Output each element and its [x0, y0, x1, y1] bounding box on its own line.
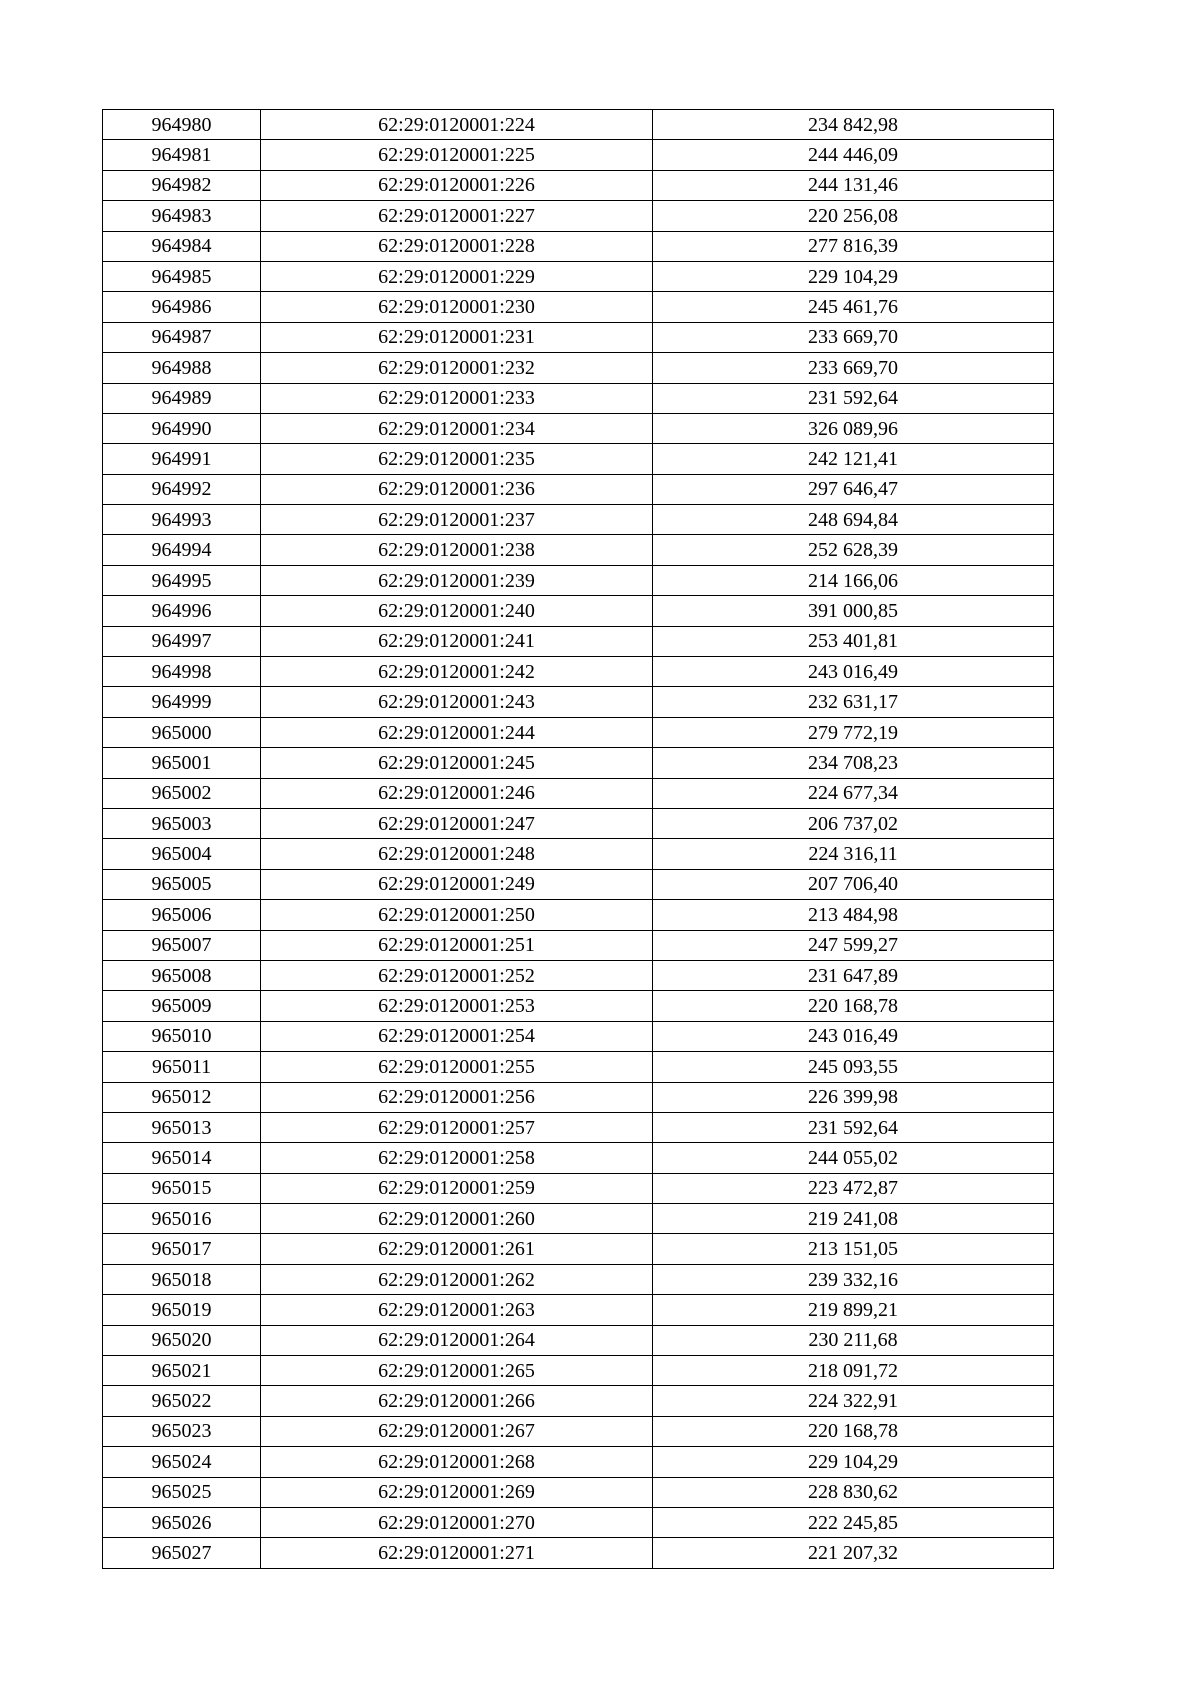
row-number-cell: 964990	[103, 413, 261, 443]
cadastral-number-cell: 62:29:0120001:244	[261, 717, 653, 747]
cadastral-number-cell: 62:29:0120001:260	[261, 1204, 653, 1234]
table-row	[103, 1052, 1054, 1082]
cadastral-number-cell: 62:29:0120001:269	[261, 1477, 653, 1507]
cadastral-value-cell: 277 816,39	[653, 231, 1054, 261]
table-row	[103, 687, 1054, 717]
cadastral-number-cell: 62:29:0120001:240	[261, 596, 653, 626]
cadastral-number-cell: 62:29:0120001:257	[261, 1112, 653, 1142]
cadastral-value-cell: 234 708,23	[653, 748, 1054, 778]
cadastral-number-cell: 62:29:0120001:271	[261, 1538, 653, 1568]
cadastral-value-cell: 229 104,29	[653, 261, 1054, 291]
cadastral-value-cell: 224 316,11	[653, 839, 1054, 869]
cadastral-value-cell: 220 168,78	[653, 1416, 1054, 1446]
cadastral-value-cell: 242 121,41	[653, 444, 1054, 474]
cadastral-number-cell: 62:29:0120001:259	[261, 1173, 653, 1203]
cadastral-number-cell: 62:29:0120001:236	[261, 474, 653, 504]
row-number-cell: 965021	[103, 1356, 261, 1386]
table-row	[103, 383, 1054, 413]
table-row	[103, 322, 1054, 352]
cadastral-value-cell: 230 211,68	[653, 1325, 1054, 1355]
table-row	[103, 1477, 1054, 1507]
cadastral-number-cell: 62:29:0120001:267	[261, 1416, 653, 1446]
cadastral-value-cell: 220 168,78	[653, 991, 1054, 1021]
table-row	[103, 1173, 1054, 1203]
cadastral-number-cell: 62:29:0120001:226	[261, 170, 653, 200]
row-number-cell: 964984	[103, 231, 261, 261]
row-number-cell: 965002	[103, 778, 261, 808]
table-row	[103, 808, 1054, 838]
cadastral-number-cell: 62:29:0120001:265	[261, 1356, 653, 1386]
cadastral-value-cell: 224 322,91	[653, 1386, 1054, 1416]
cadastral-value-cell: 207 706,40	[653, 869, 1054, 899]
cadastral-value-cell: 247 599,27	[653, 930, 1054, 960]
table-row	[103, 292, 1054, 322]
row-number-cell: 964989	[103, 383, 261, 413]
cadastral-number-cell: 62:29:0120001:258	[261, 1143, 653, 1173]
table-row	[103, 1447, 1054, 1477]
table-row	[103, 626, 1054, 656]
cadastral-number-cell: 62:29:0120001:231	[261, 322, 653, 352]
cadastral-value-cell: 219 899,21	[653, 1295, 1054, 1325]
cadastral-value-cell: 244 131,46	[653, 170, 1054, 200]
cadastral-value-cell: 253 401,81	[653, 626, 1054, 656]
cadastral-value-cell: 221 207,32	[653, 1538, 1054, 1568]
cadastral-number-cell: 62:29:0120001:238	[261, 535, 653, 565]
row-number-cell: 964998	[103, 657, 261, 687]
table-row	[103, 535, 1054, 565]
table-row	[103, 1386, 1054, 1416]
row-number-cell: 964986	[103, 292, 261, 322]
table-row	[103, 1295, 1054, 1325]
row-number-cell: 964980	[103, 110, 261, 140]
table-body	[103, 110, 1054, 1569]
cadastral-value-cell: 229 104,29	[653, 1447, 1054, 1477]
table-row	[103, 991, 1054, 1021]
row-number-cell: 965001	[103, 748, 261, 778]
table-row	[103, 1325, 1054, 1355]
cadastral-value-cell: 326 089,96	[653, 413, 1054, 443]
row-number-cell: 965000	[103, 717, 261, 747]
row-number-cell: 965011	[103, 1052, 261, 1082]
cadastral-number-cell: 62:29:0120001:239	[261, 565, 653, 595]
table-row	[103, 110, 1054, 140]
cadastral-value-cell: 244 446,09	[653, 140, 1054, 170]
row-number-cell: 965016	[103, 1204, 261, 1234]
cadastral-number-cell: 62:29:0120001:252	[261, 960, 653, 990]
cadastral-number-cell: 62:29:0120001:254	[261, 1021, 653, 1051]
row-number-cell: 964985	[103, 261, 261, 291]
cadastral-number-cell: 62:29:0120001:264	[261, 1325, 653, 1355]
table-row	[103, 474, 1054, 504]
row-number-cell: 965020	[103, 1325, 261, 1355]
cadastral-value-cell: 297 646,47	[653, 474, 1054, 504]
cadastral-number-cell: 62:29:0120001:256	[261, 1082, 653, 1112]
row-number-cell: 965027	[103, 1538, 261, 1568]
cadastral-number-cell: 62:29:0120001:230	[261, 292, 653, 322]
row-number-cell: 964994	[103, 535, 261, 565]
table-row	[103, 413, 1054, 443]
table-row	[103, 596, 1054, 626]
row-number-cell: 965024	[103, 1447, 261, 1477]
table-row	[103, 960, 1054, 990]
row-number-cell: 965004	[103, 839, 261, 869]
cadastral-value-cell: 248 694,84	[653, 505, 1054, 535]
cadastral-value-cell: 279 772,19	[653, 717, 1054, 747]
cadastral-value-table	[102, 109, 1054, 1569]
row-number-cell: 964993	[103, 505, 261, 535]
cadastral-value-cell: 213 151,05	[653, 1234, 1054, 1264]
table-row	[103, 748, 1054, 778]
row-number-cell: 965015	[103, 1173, 261, 1203]
row-number-cell: 964981	[103, 140, 261, 170]
table-row	[103, 657, 1054, 687]
cadastral-value-cell: 245 093,55	[653, 1052, 1054, 1082]
cadastral-number-cell: 62:29:0120001:262	[261, 1264, 653, 1294]
table-row	[103, 1204, 1054, 1234]
cadastral-value-cell: 233 669,70	[653, 353, 1054, 383]
cadastral-value-cell: 220 256,08	[653, 201, 1054, 231]
cadastral-number-cell: 62:29:0120001:227	[261, 201, 653, 231]
row-number-cell: 965006	[103, 900, 261, 930]
row-number-cell: 964982	[103, 170, 261, 200]
row-number-cell: 964991	[103, 444, 261, 474]
cadastral-number-cell: 62:29:0120001:246	[261, 778, 653, 808]
row-number-cell: 965009	[103, 991, 261, 1021]
cadastral-value-cell: 224 677,34	[653, 778, 1054, 808]
table-row	[103, 1143, 1054, 1173]
row-number-cell: 965025	[103, 1477, 261, 1507]
cadastral-value-cell: 206 737,02	[653, 808, 1054, 838]
table-row	[103, 1112, 1054, 1142]
row-number-cell: 965013	[103, 1112, 261, 1142]
cadastral-number-cell: 62:29:0120001:250	[261, 900, 653, 930]
row-number-cell: 964992	[103, 474, 261, 504]
cadastral-number-cell: 62:29:0120001:241	[261, 626, 653, 656]
cadastral-value-cell: 231 592,64	[653, 383, 1054, 413]
table-row	[103, 353, 1054, 383]
cadastral-value-cell: 239 332,16	[653, 1264, 1054, 1294]
table-row	[103, 1538, 1054, 1568]
row-number-cell: 965012	[103, 1082, 261, 1112]
row-number-cell: 965026	[103, 1507, 261, 1537]
cadastral-number-cell: 62:29:0120001:237	[261, 505, 653, 535]
cadastral-number-cell: 62:29:0120001:247	[261, 808, 653, 838]
cadastral-number-cell: 62:29:0120001:251	[261, 930, 653, 960]
cadastral-number-cell: 62:29:0120001:270	[261, 1507, 653, 1537]
table-row	[103, 261, 1054, 291]
cadastral-number-cell: 62:29:0120001:253	[261, 991, 653, 1021]
row-number-cell: 964996	[103, 596, 261, 626]
table-row	[103, 1021, 1054, 1051]
table-row	[103, 201, 1054, 231]
cadastral-number-cell: 62:29:0120001:249	[261, 869, 653, 899]
cadastral-value-cell: 213 484,98	[653, 900, 1054, 930]
cadastral-value-cell: 244 055,02	[653, 1143, 1054, 1173]
cadastral-number-cell: 62:29:0120001:228	[261, 231, 653, 261]
cadastral-number-cell: 62:29:0120001:232	[261, 353, 653, 383]
table-row	[103, 1234, 1054, 1264]
row-number-cell: 965003	[103, 808, 261, 838]
row-number-cell: 965019	[103, 1295, 261, 1325]
table-row	[103, 1082, 1054, 1112]
row-number-cell: 964987	[103, 322, 261, 352]
table-row	[103, 1416, 1054, 1446]
cadastral-number-cell: 62:29:0120001:243	[261, 687, 653, 717]
cadastral-number-cell: 62:29:0120001:248	[261, 839, 653, 869]
cadastral-number-cell: 62:29:0120001:229	[261, 261, 653, 291]
cadastral-value-cell: 234 842,98	[653, 110, 1054, 140]
table-row	[103, 231, 1054, 261]
cadastral-value-cell: 245 461,76	[653, 292, 1054, 322]
table-row	[103, 1356, 1054, 1386]
row-number-cell: 965023	[103, 1416, 261, 1446]
cadastral-value-cell: 233 669,70	[653, 322, 1054, 352]
table-row	[103, 717, 1054, 747]
table-row	[103, 869, 1054, 899]
cadastral-value-cell: 232 631,17	[653, 687, 1054, 717]
table-row	[103, 839, 1054, 869]
table-row	[103, 1507, 1054, 1537]
table-row	[103, 140, 1054, 170]
cadastral-number-cell: 62:29:0120001:245	[261, 748, 653, 778]
row-number-cell: 965014	[103, 1143, 261, 1173]
cadastral-number-cell: 62:29:0120001:225	[261, 140, 653, 170]
row-number-cell: 965010	[103, 1021, 261, 1051]
table-row	[103, 505, 1054, 535]
cadastral-number-cell: 62:29:0120001:263	[261, 1295, 653, 1325]
cadastral-value-cell: 391 000,85	[653, 596, 1054, 626]
table-row	[103, 1264, 1054, 1294]
cadastral-number-cell: 62:29:0120001:255	[261, 1052, 653, 1082]
row-number-cell: 964988	[103, 353, 261, 383]
cadastral-value-cell: 243 016,49	[653, 1021, 1054, 1051]
cadastral-number-cell: 62:29:0120001:268	[261, 1447, 653, 1477]
row-number-cell: 965008	[103, 960, 261, 990]
table-row	[103, 778, 1054, 808]
row-number-cell: 964999	[103, 687, 261, 717]
cadastral-value-cell: 243 016,49	[653, 657, 1054, 687]
cadastral-number-cell: 62:29:0120001:224	[261, 110, 653, 140]
row-number-cell: 965017	[103, 1234, 261, 1264]
cadastral-value-cell: 223 472,87	[653, 1173, 1054, 1203]
cadastral-value-cell: 231 592,64	[653, 1112, 1054, 1142]
cadastral-value-cell: 219 241,08	[653, 1204, 1054, 1234]
cadastral-value-cell: 231 647,89	[653, 960, 1054, 990]
cadastral-value-cell: 226 399,98	[653, 1082, 1054, 1112]
cadastral-number-cell: 62:29:0120001:235	[261, 444, 653, 474]
row-number-cell: 964983	[103, 201, 261, 231]
row-number-cell: 965022	[103, 1386, 261, 1416]
table-row	[103, 930, 1054, 960]
cadastral-value-cell: 214 166,06	[653, 565, 1054, 595]
cadastral-value-cell: 228 830,62	[653, 1477, 1054, 1507]
table-row	[103, 170, 1054, 200]
row-number-cell: 964997	[103, 626, 261, 656]
table-row	[103, 900, 1054, 930]
row-number-cell: 965007	[103, 930, 261, 960]
cadastral-number-cell: 62:29:0120001:242	[261, 657, 653, 687]
table-row	[103, 444, 1054, 474]
cadastral-value-cell: 218 091,72	[653, 1356, 1054, 1386]
cadastral-value-cell: 252 628,39	[653, 535, 1054, 565]
row-number-cell: 964995	[103, 565, 261, 595]
table-row	[103, 565, 1054, 595]
row-number-cell: 965018	[103, 1264, 261, 1294]
row-number-cell: 965005	[103, 869, 261, 899]
cadastral-number-cell: 62:29:0120001:233	[261, 383, 653, 413]
cadastral-number-cell: 62:29:0120001:234	[261, 413, 653, 443]
cadastral-value-cell: 222 245,85	[653, 1507, 1054, 1537]
cadastral-number-cell: 62:29:0120001:266	[261, 1386, 653, 1416]
cadastral-number-cell: 62:29:0120001:261	[261, 1234, 653, 1264]
